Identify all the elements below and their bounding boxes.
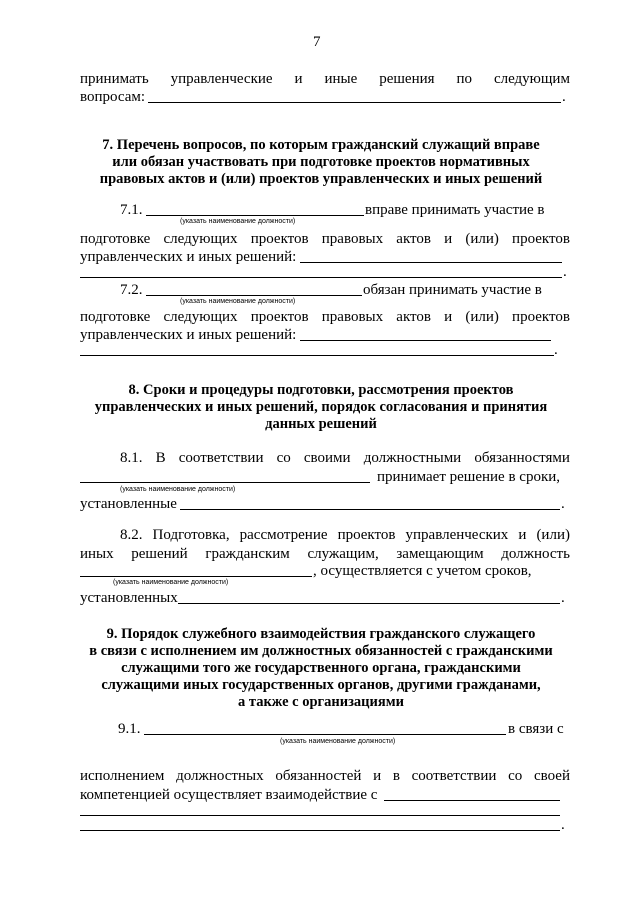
word: иных bbox=[80, 546, 114, 562]
word: обязанностями bbox=[474, 450, 570, 466]
item-9-1-number: 9.1. bbox=[118, 721, 141, 737]
word: проектов bbox=[512, 231, 570, 247]
period: . bbox=[554, 342, 558, 358]
word: со bbox=[508, 768, 523, 784]
section-7-heading bbox=[80, 137, 562, 188]
word: актов bbox=[396, 231, 431, 247]
blank-line[interactable] bbox=[80, 277, 562, 278]
text-line bbox=[80, 308, 570, 326]
item-8-2-text: , осуществляется с учетом сроков, bbox=[313, 563, 532, 579]
word: должностных bbox=[176, 768, 264, 784]
word: проектов bbox=[512, 309, 570, 325]
position-caption: (указать наименование должности) bbox=[180, 218, 296, 225]
word: (или) bbox=[465, 231, 499, 247]
section-9-heading bbox=[80, 626, 562, 711]
word: рассмотрение bbox=[239, 527, 328, 543]
text-line bbox=[120, 526, 570, 544]
word: 8.1. bbox=[120, 450, 143, 466]
word: иные bbox=[324, 71, 358, 87]
blank-line[interactable] bbox=[80, 815, 560, 816]
word: и bbox=[518, 527, 527, 543]
section-8-heading bbox=[80, 382, 562, 433]
item-7-1-text: вправе принимать участие в bbox=[365, 202, 545, 218]
period: . bbox=[562, 89, 566, 105]
word: правовых bbox=[321, 309, 384, 325]
word: В bbox=[155, 450, 166, 466]
word: управленческие bbox=[170, 71, 273, 87]
text-line: управленческих и иных решений: bbox=[80, 327, 297, 343]
position-caption: (указать наименование должности) bbox=[120, 486, 236, 493]
word: правовых bbox=[321, 231, 384, 247]
position-field-9-1[interactable] bbox=[144, 734, 506, 735]
word: и bbox=[444, 231, 453, 247]
text-line: управленческих и иных решений: bbox=[80, 249, 297, 265]
heading-line: данных решений bbox=[265, 416, 377, 432]
position-field-8-1[interactable] bbox=[80, 482, 370, 483]
blank-line[interactable] bbox=[80, 355, 554, 356]
word: должность bbox=[501, 546, 570, 562]
intro-line-1 bbox=[80, 70, 570, 88]
word: (или) bbox=[465, 309, 499, 325]
word: решений bbox=[131, 546, 188, 562]
period: . bbox=[563, 264, 567, 280]
position-field-8-2[interactable] bbox=[80, 576, 312, 577]
blank-line[interactable] bbox=[384, 800, 560, 801]
word: проектов bbox=[250, 309, 309, 325]
blank-line[interactable] bbox=[300, 262, 562, 263]
word: решения bbox=[379, 71, 435, 87]
text-line bbox=[120, 449, 570, 467]
heading-line: 8. Сроки и процедуры подготовки, рассмотрения проектов bbox=[128, 382, 514, 398]
word: подготовке bbox=[80, 309, 151, 325]
word: принимать bbox=[80, 71, 149, 87]
word: своими bbox=[303, 450, 351, 466]
text-line bbox=[80, 767, 570, 785]
heading-line: в связи с исполнением им должностных обязанностей с гражданскими bbox=[89, 643, 553, 659]
word: в bbox=[392, 768, 400, 784]
period: . bbox=[561, 496, 565, 512]
blank-line[interactable] bbox=[148, 102, 561, 103]
position-caption: (указать наименование должности) bbox=[280, 738, 396, 745]
item-9-1-text: в связи с bbox=[508, 721, 564, 737]
word: проектов bbox=[250, 231, 309, 247]
word: Подготовка, bbox=[152, 527, 230, 543]
text-line bbox=[80, 545, 570, 563]
word: со bbox=[276, 450, 291, 466]
text-line: компетенцией осуществляет взаимодействие с bbox=[80, 787, 378, 803]
word: соответствии bbox=[178, 450, 264, 466]
page-number: 7 bbox=[313, 34, 321, 50]
word: соответствии bbox=[411, 768, 497, 784]
word: следующим bbox=[493, 71, 570, 87]
heading-line: 9. Порядок служебного взаимодействия гражданского служащего bbox=[106, 626, 536, 642]
heading-line: а также с организациями bbox=[238, 694, 404, 710]
word: управленческих bbox=[405, 527, 509, 543]
blank-line[interactable] bbox=[80, 830, 560, 831]
word: и bbox=[294, 71, 303, 87]
heading-line: правовых актов и (или) проектов управленческих и иных решений bbox=[99, 171, 543, 187]
period: . bbox=[561, 817, 565, 833]
position-field-7-2[interactable] bbox=[146, 295, 362, 296]
intro-line-2: вопросам: bbox=[80, 89, 146, 105]
text-line bbox=[80, 230, 570, 248]
word: и bbox=[444, 309, 453, 325]
heading-line: служащими того же государственного органа, гражданскими bbox=[121, 660, 521, 676]
word: 8.2. bbox=[120, 527, 143, 543]
word: проектов bbox=[337, 527, 396, 543]
word: подготовке bbox=[80, 231, 151, 247]
blank-line[interactable] bbox=[178, 603, 560, 604]
word: своей bbox=[533, 768, 570, 784]
heading-line: управленческих и иных решений, порядок согласования и принятия bbox=[94, 399, 548, 415]
item-7-2-number: 7.2. bbox=[120, 282, 143, 298]
blank-line[interactable] bbox=[180, 509, 560, 510]
word: служащим, bbox=[307, 546, 379, 562]
word: гражданским bbox=[205, 546, 290, 562]
word: актов bbox=[396, 309, 431, 325]
word: следующих bbox=[163, 309, 238, 325]
position-caption: (указать наименование должности) bbox=[180, 298, 296, 305]
item-7-1-number: 7.1. bbox=[120, 202, 143, 218]
word: исполнением bbox=[80, 768, 165, 784]
item-8-1-text: принимает решение в сроки, bbox=[377, 469, 561, 485]
position-caption: (указать наименование должности) bbox=[113, 579, 229, 586]
word: замещающим bbox=[396, 546, 484, 562]
word: (или) bbox=[536, 527, 570, 543]
text-line: установленные bbox=[80, 496, 177, 512]
heading-line: служащими иных государственных органов, другими гражданами, bbox=[101, 677, 541, 693]
word: должностными bbox=[363, 450, 462, 466]
word: по bbox=[456, 71, 472, 87]
heading-line: 7. Перечень вопросов, по которым гражданский служащий вправе bbox=[102, 137, 540, 153]
word: следующих bbox=[163, 231, 238, 247]
position-field-7-1[interactable] bbox=[146, 215, 364, 216]
item-7-2-text: обязан принимать участие в bbox=[363, 282, 542, 298]
text-line: установленных bbox=[80, 590, 178, 606]
heading-line: или обязан участвовать при подготовке проектов нормативных bbox=[112, 154, 530, 170]
word: и bbox=[373, 768, 382, 784]
word: обязанностей bbox=[275, 768, 362, 784]
period: . bbox=[561, 590, 565, 606]
blank-line[interactable] bbox=[300, 340, 551, 341]
